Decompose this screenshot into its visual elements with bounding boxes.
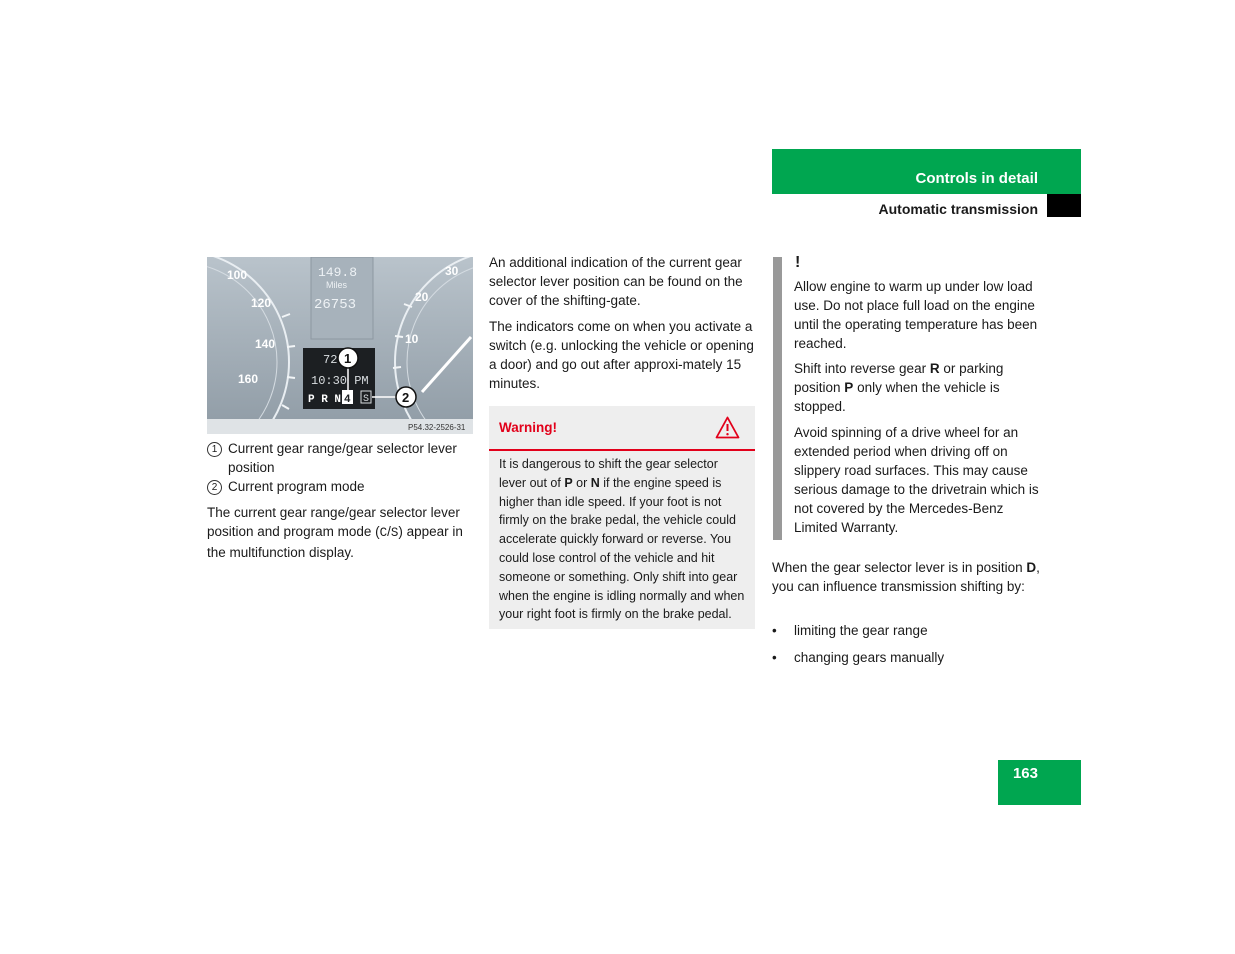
trip-value: 149.8 [318,265,358,280]
indicator-paragraph: The indicators come on when you activate a switch (e.g. unlocking the vehicle or opening a door) and go out after approxi-mately 15 minutes. [489,319,754,391]
list-item: • changing gears manually [772,650,945,665]
callout-label-2: 2 [402,390,410,405]
caption-number-1: 1 [207,442,222,457]
caption-item-2 [207,477,473,496]
bullet-dot: • [772,650,777,665]
clock-readout: 10:30 PM [311,374,369,388]
caption-text-1: Current gear range/gear selector lever position [228,441,457,475]
instrument-cluster-figure [207,257,473,434]
notice-symbol: ! [795,254,801,271]
bullet-list [772,621,1040,667]
gauge-number-140: 140 [255,337,276,351]
warning-label: Warning! [499,420,557,435]
trip-unit: Miles [326,280,348,290]
notice-paragraph-reverse: Shift into reverse gear R or parking position P only when the vehicle is stopped. [794,361,1004,414]
notice-paragraph-warmup: Allow engine to warm up under low load use. Do not place full load on the engine until the operating temperature has been reached. [794,279,1038,351]
section-title: Controls in detail [915,170,1038,187]
callout-label-1: 1 [344,351,352,366]
program-mode-indicator: S [363,394,370,405]
gauge-number-30: 30 [445,264,459,278]
figure-id: P54.32-2526-31 [408,423,466,432]
mode-s: S [390,526,399,540]
mode-c: C [379,526,388,540]
gear-prn: P R N [308,394,342,406]
caption-item-1 [207,439,473,477]
gauge-number-20: 20 [415,290,429,304]
odometer-value: 26753 [314,297,357,313]
gear-current: 4 [344,394,351,406]
caption-number-2: 2 [207,480,222,495]
notice-paragraph-wheelspin: Avoid spinning of a drive wheel for an extended period when driving off on slippery road surfaces. This may cause serious damage to the drivetrain which is not covered by the Mercedes-Benz Limited Warranty. [794,425,1039,535]
gauge-number-100: 100 [227,268,248,282]
gauge-number-10: 10 [405,332,419,346]
position-d-paragraph: When the gear selector lever is in position D, you can influence transmission shifting by: [772,560,1040,594]
multifunction-display-paragraph: The current gear range/gear selector lever position and program mode (C/S) appear in the multifunction display. [207,505,463,560]
shift-gate-paragraph: An additional indication of the current gear selector lever position can be found on the cover of the shifting-gate. [489,255,743,308]
warning-triangle-icon [715,416,740,439]
caption-text-2: Current program mode [228,479,365,494]
figure-captions [207,439,473,496]
gauge-number-120: 120 [251,296,272,310]
temperature-readout: 72 [323,353,338,367]
gauge-number-160: 160 [238,372,259,386]
list-item: • limiting the gear range [772,623,928,638]
notice-bar [773,257,782,540]
bullet-dot: • [772,623,777,638]
page-number: 163 [1012,765,1038,782]
header-marker [1047,194,1081,217]
warning-text: It is dangerous to shift the gear selector lever out of P or N if the engine speed is higher than idle speed. If your foot is not firmly on the brake pedal, the vehicle could accelerate quickly forward or reverse. You could lose control of the vehicle and hit someone or something. Only shift into gear when the engine is idling normally and when your right foot is firmly on the brake pedal. [499,457,745,622]
subsection-title: Automatic transmission [878,201,1038,217]
